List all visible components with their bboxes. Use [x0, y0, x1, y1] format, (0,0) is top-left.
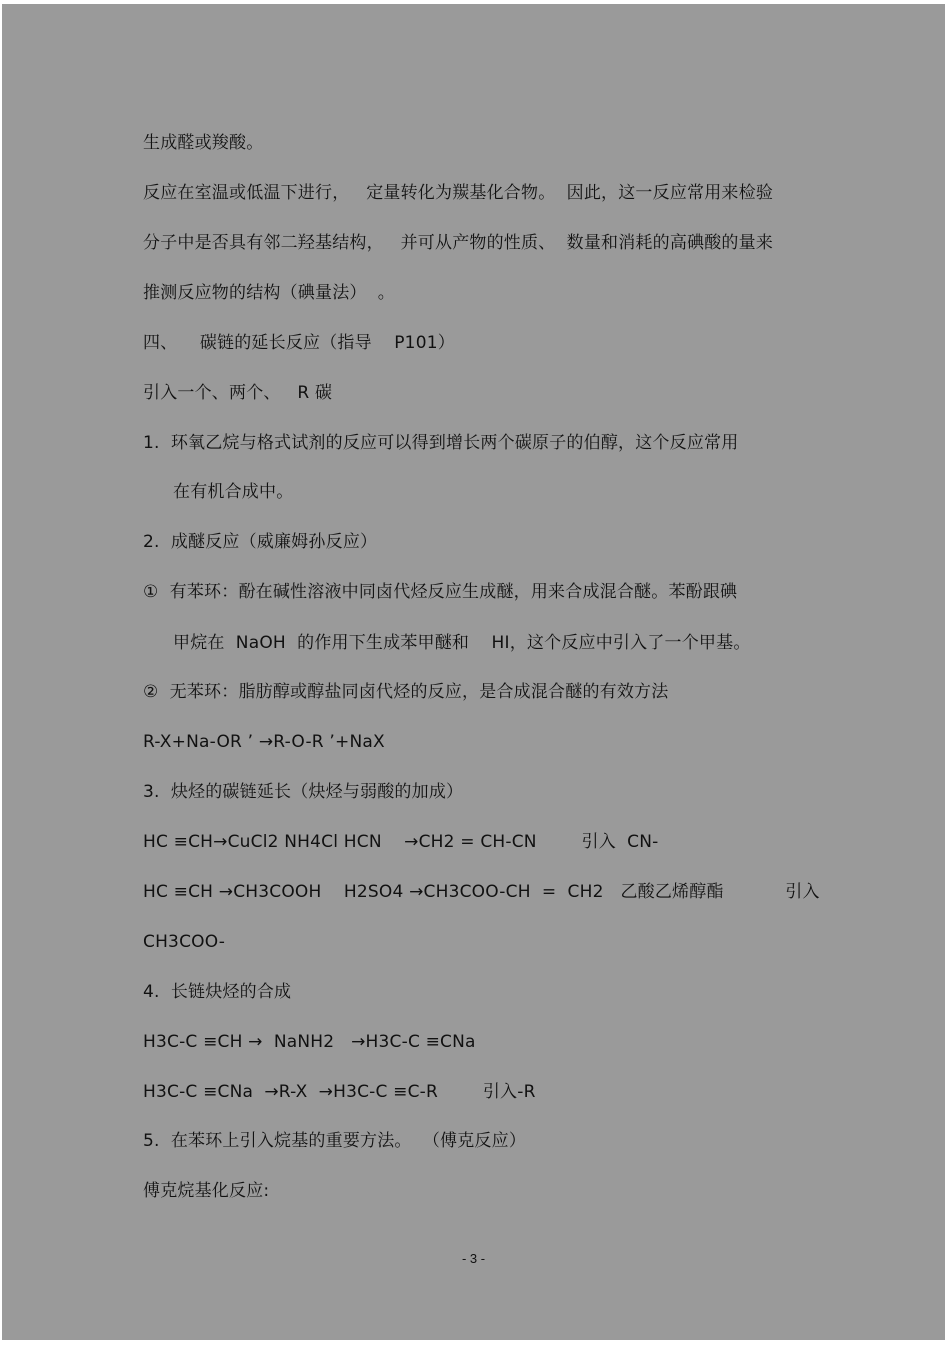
text-line: 分子中是否具有邻二羟基结构， 并可从产物的性质、 数量和消耗的高碘酸的量来: [143, 233, 774, 253]
text-line: 傅克烷基化反应:: [143, 1181, 270, 1201]
reaction-equation: HC ≡CH →CH3COOH H2SO4 →CH3COO-CH = CH2 乙酸乙烯醇酯 引入: [143, 882, 820, 902]
reaction-equation: HC ≡CH→CuCl2 NH4Cl HCN →CH2 = CH-CN 引入 CN-: [143, 832, 659, 852]
text-line: 反应在室温或低温下进行， 定量转化为羰基化合物。 因此，这一反应常用来检验: [143, 183, 774, 203]
section-heading: 四、 碳链的延长反应（指导 P101）: [143, 333, 455, 353]
text-line: 推测反应物的结构（碘量法） 。: [143, 283, 396, 303]
list-item: 4. 长链炔烃的合成: [143, 982, 292, 1002]
text-line: 引入一个、两个、 R 碳: [143, 383, 333, 403]
reaction-equation: H3C-C ≡CNa →R-X →H3C-C ≡C-R 引入-R: [143, 1082, 536, 1102]
reaction-equation: R-X+Na-OR ’ →R-O-R ’+NaX: [143, 732, 385, 752]
list-item: ② 无苯环：脂肪醇或醇盐同卤代烃的反应，是合成混合醚的有效方法: [143, 682, 669, 702]
page-number: - 3 -: [461, 1251, 486, 1266]
text-line: CH3COO-: [143, 932, 226, 952]
text-line: 甲烷在 NaOH 的作用下生成苯甲醚和 HI，这个反应中引入了一个甲基。: [173, 633, 751, 653]
list-item: 5. 在苯环上引入烷基的重要方法。 （傅克反应）: [143, 1131, 527, 1151]
text-line: 在有机合成中。: [173, 482, 294, 502]
text-line: 生成醛或羧酸。: [143, 133, 264, 153]
list-item: 1. 环氧乙烷与格式试剂的反应可以得到增长两个碳原子的伯醇，这个反应常用: [143, 433, 739, 453]
list-item: ① 有苯环：酚在碱性溶液中同卤代烃反应生成醚，用来合成混合醚。苯酚跟碘: [143, 582, 738, 602]
reaction-equation: H3C-C ≡CH → NaNH2 →H3C-C ≡CNa: [143, 1032, 476, 1052]
list-item: 2. 成醚反应（威廉姆孙反应）: [143, 532, 378, 552]
list-item: 3. 炔烃的碳链延长（炔烃与弱酸的加成）: [143, 782, 464, 802]
